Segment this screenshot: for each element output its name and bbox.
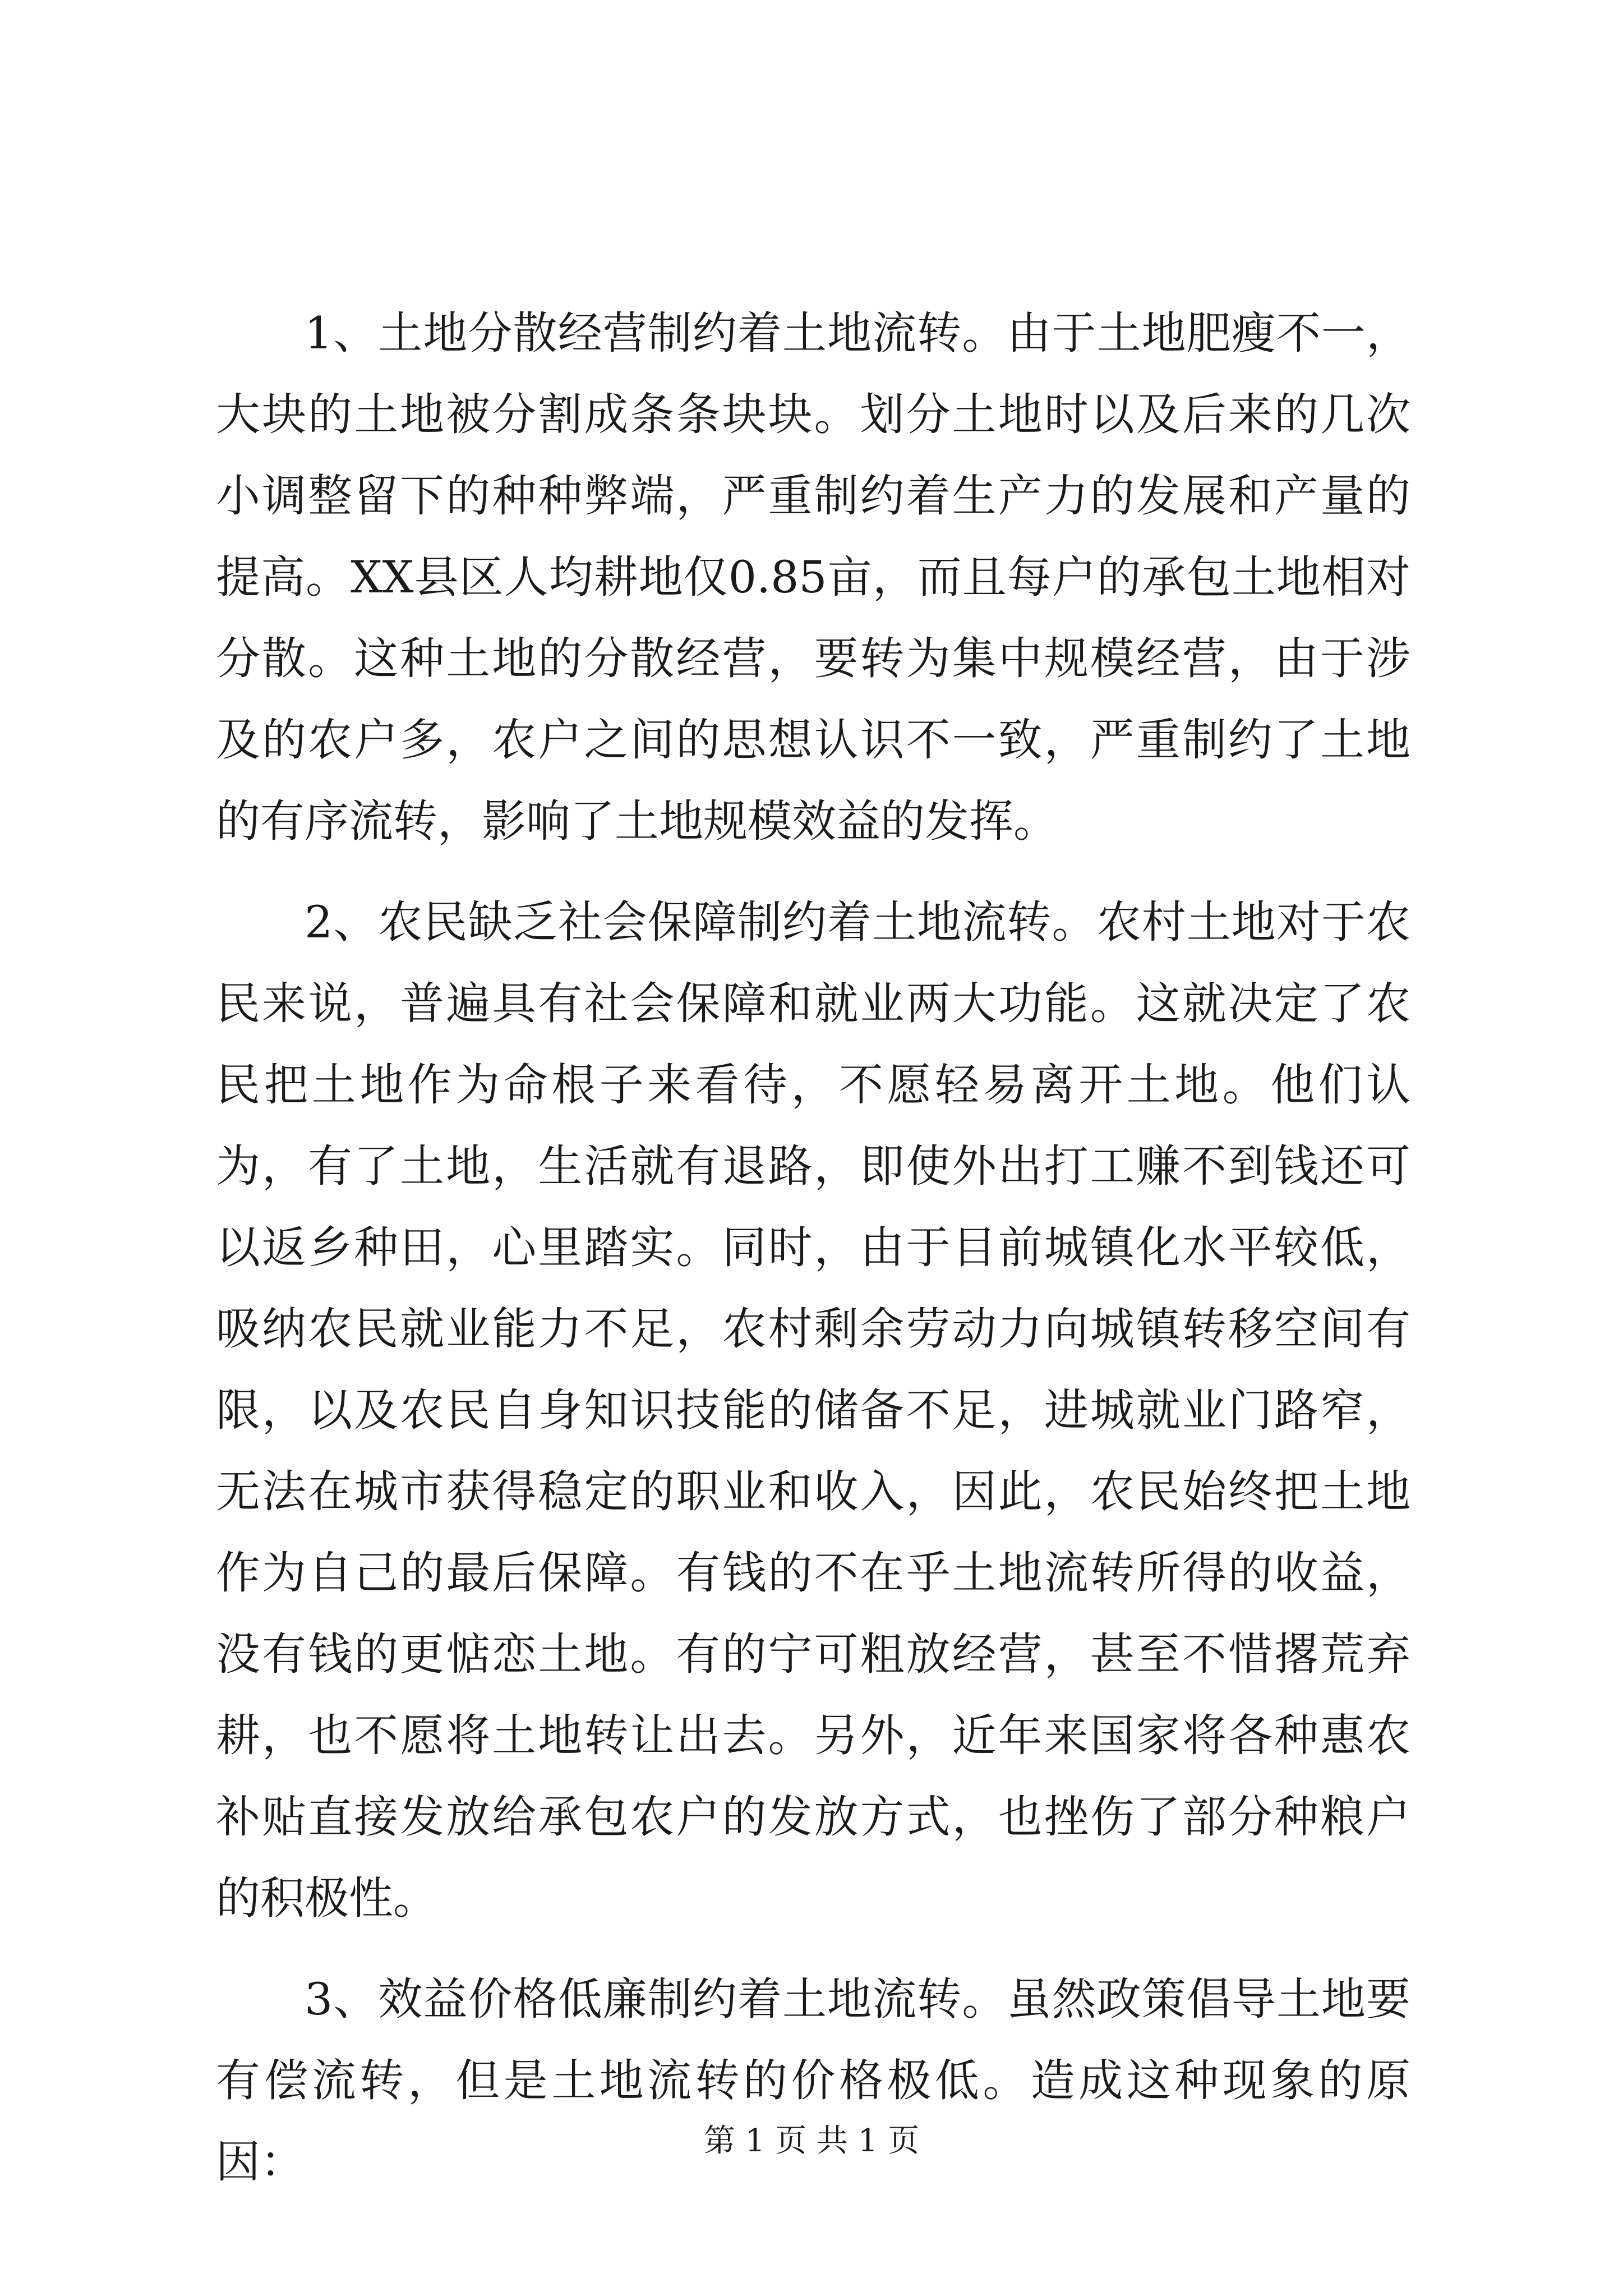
paragraph-low-price: 3、效益价格低廉制约着土地流转。虽然政策倡导土地要有偿流转，但是土地流转的价格极低。造成这种现象的原因：	[216, 1973, 1410, 2188]
paragraph-land-dispersion: 1、土地分散经营制约着土地流转。由于土地肥瘦不一，大块的土地被分割成条条块块。划分土地时以及后来的几次小调整留下的种种弊端，严重制约着生产力的发展和产量的提高。XX县区人均耕地仅0.85亩，而且每户的承包土地相对分散。这种土地的分散经营，要转为集中规模经营，由于涉及的农户多，农户之间的思想认识不一致，严重制约了土地的有序流转，影响了土地规模效益的发挥。	[216, 307, 1410, 847]
page-footer: 第 1 页 共 1 页	[703, 2123, 920, 2159]
paragraph-social-security: 2、农民缺乏社会保障制约着土地流转。农村土地对于农民来说，普遍具有社会保障和就业两大功能。这就决定了农民把土地作为命根子来看待，不愿轻易离开土地。他们认为，有了土地，生活就有退路，即使外出打工赚不到钱还可以返乡种田，心里踏实。同时，由于目前城镇化水平较低，吸纳农民就业能力不足，农村剩余劳动力向城镇转移空间有限，以及农民自身知识技能的储备不足，进城就业门路窄，无法在城市获得稳定的职业和收入，因此，农民始终把土地作为自己的最后保障。有钱的不在乎土地流转所得的收益，没有钱的更惦恋土地。有的宁可粗放经营，甚至不惜撂荒弃耕，也不愿将土地转让出去。另外，近年来国家将各种惠农补贴直接发放给承包农户的发放方式，也挫伤了部分种粮户的积极性。	[216, 896, 1410, 1924]
document-body	[216, 293, 1410, 2223]
